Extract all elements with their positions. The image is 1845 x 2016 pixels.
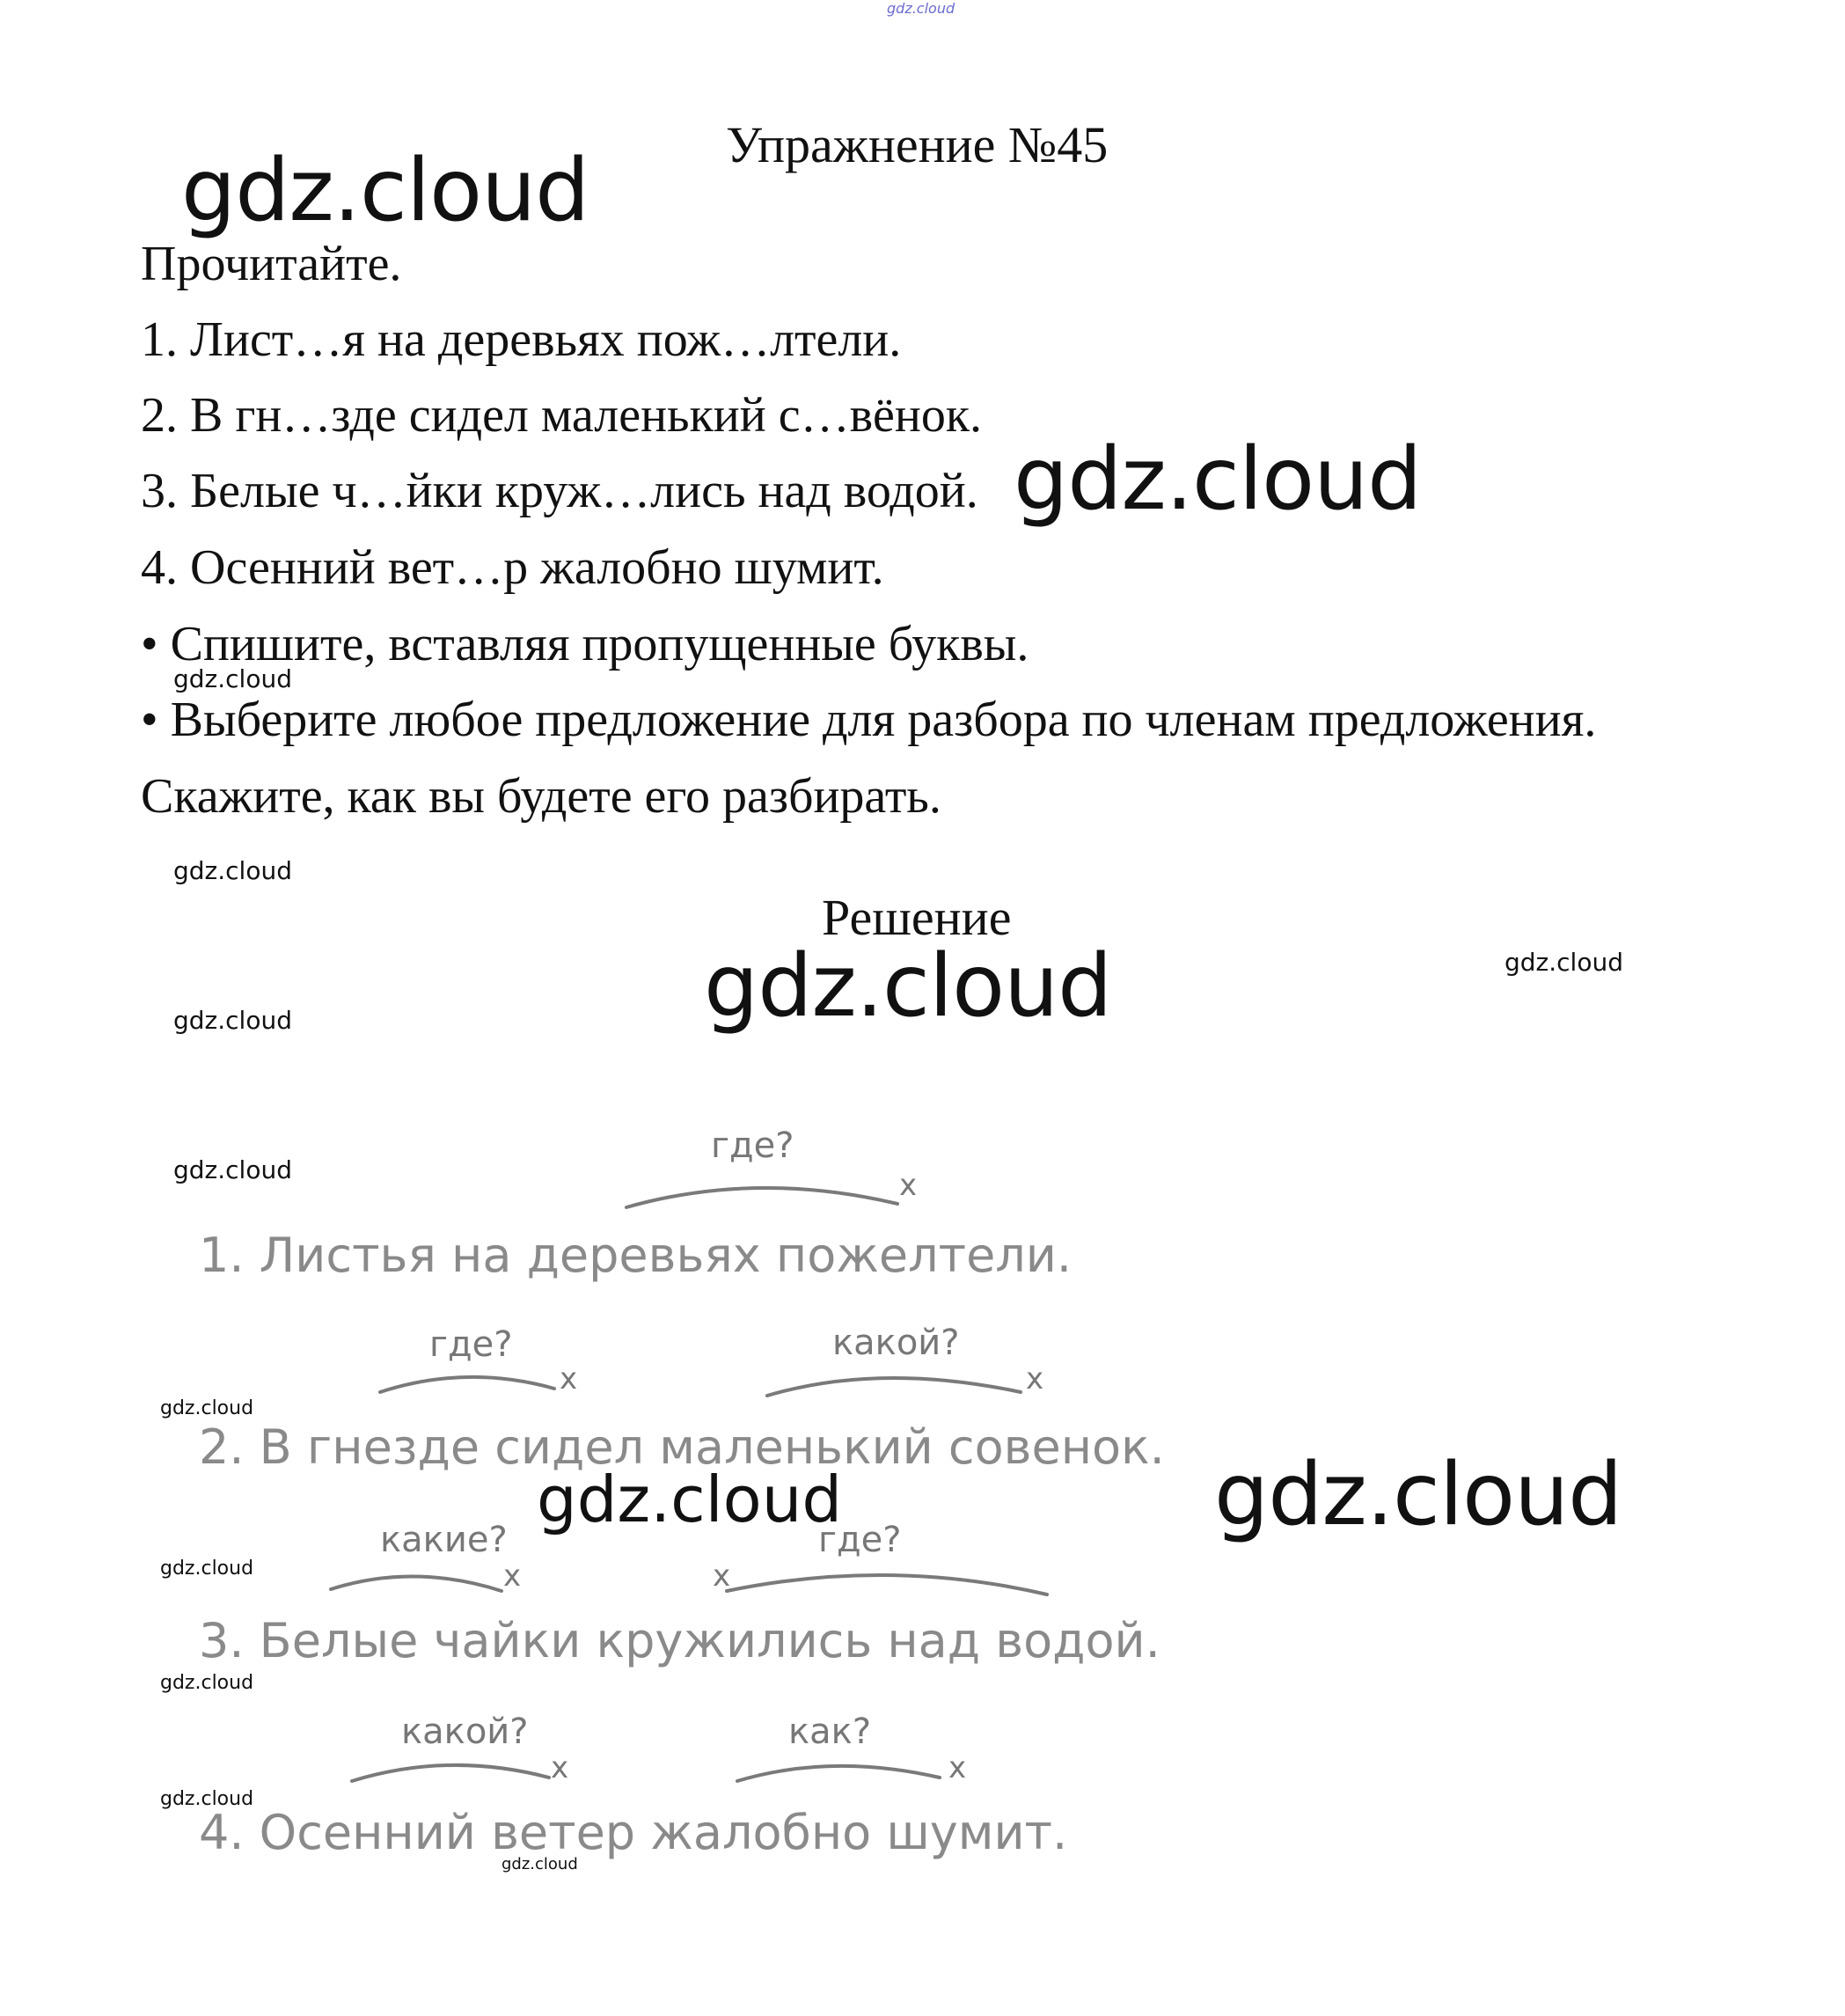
mark-x: x — [560, 1361, 578, 1397]
task-choose: • Выберите любое предложение для разбора по членам предложения. — [141, 693, 1597, 747]
exercise-sentence-3: 3. Белые ч…йки круж…лись над водой. — [141, 464, 978, 518]
watermark: gdz.cloud — [160, 1672, 254, 1694]
question-label: где? — [429, 1324, 513, 1365]
arc-s2-q1 — [380, 1377, 554, 1392]
exercise-title: Упражнение №45 — [726, 116, 1109, 173]
watermark-top: gdz.cloud — [887, 0, 955, 17]
solution-sentence-1: 1. Листья на деревьях пожелтели. — [199, 1228, 1073, 1283]
mark-x: x — [899, 1168, 918, 1203]
watermark: gdz.cloud — [173, 1155, 292, 1184]
arc-s3-q1 — [331, 1576, 502, 1591]
mark-x: x — [1026, 1361, 1044, 1397]
task-copy: • Спишите, вставляя пропущенные буквы. — [141, 617, 1029, 671]
arc-s3-q2 — [727, 1575, 1047, 1594]
exercise-sentence-4: 4. Осенний вет…р жалобно шумит. — [141, 540, 884, 595]
question-label: как? — [788, 1712, 872, 1752]
question-label: какой? — [401, 1712, 529, 1752]
solution-title: Решение — [822, 889, 1012, 946]
watermark: gdz.cloud — [1214, 1445, 1622, 1545]
mark-x: x — [948, 1750, 967, 1785]
arc-s4-q2 — [737, 1766, 940, 1781]
watermark: gdz.cloud — [173, 1006, 292, 1035]
arc-s1-q1 — [626, 1188, 897, 1207]
watermark: gdz.cloud — [173, 664, 292, 693]
watermark: gdz.cloud — [502, 1855, 578, 1873]
arc-s4-q1 — [352, 1765, 549, 1781]
mark-x: x — [551, 1750, 569, 1785]
watermark: gdz.cloud — [160, 1788, 254, 1810]
exercise-sentence-2: 2. В гн…зде сидел маленький с…вёнок. — [141, 388, 983, 443]
watermark: gdz.cloud — [173, 856, 292, 885]
exercise-sentence-1: 1. Лист…я на деревьях пож…лтели. — [141, 312, 902, 367]
solution-sentence-2: 2. В гнезде сидел маленький совенок. — [199, 1419, 1165, 1475]
watermark: gdz.cloud — [160, 1558, 254, 1580]
mark-x: x — [503, 1558, 522, 1594]
watermark: gdz.cloud — [1505, 948, 1623, 977]
question-label: какой? — [832, 1323, 960, 1363]
watermark: gdz.cloud — [537, 1463, 843, 1536]
question-label: где? — [818, 1520, 902, 1560]
arc-s2-q2 — [767, 1378, 1021, 1396]
task-say: Скажите, как вы будете его разбирать. — [141, 769, 941, 824]
instruction-read: Прочитайте. — [141, 237, 402, 291]
watermark: gdz.cloud — [181, 141, 589, 241]
question-label: какие? — [380, 1520, 508, 1560]
question-label: где? — [711, 1125, 794, 1166]
solution-sentence-3: 3. Белые чайки кружились над водой. — [199, 1613, 1160, 1668]
mark-x: x — [713, 1558, 731, 1594]
watermark: gdz.cloud — [1014, 429, 1422, 530]
watermark: gdz.cloud — [160, 1397, 254, 1419]
solution-sentence-4: 4. Осенний ветер жалобно шумит. — [199, 1805, 1068, 1860]
watermark: gdz.cloud — [704, 936, 1112, 1037]
